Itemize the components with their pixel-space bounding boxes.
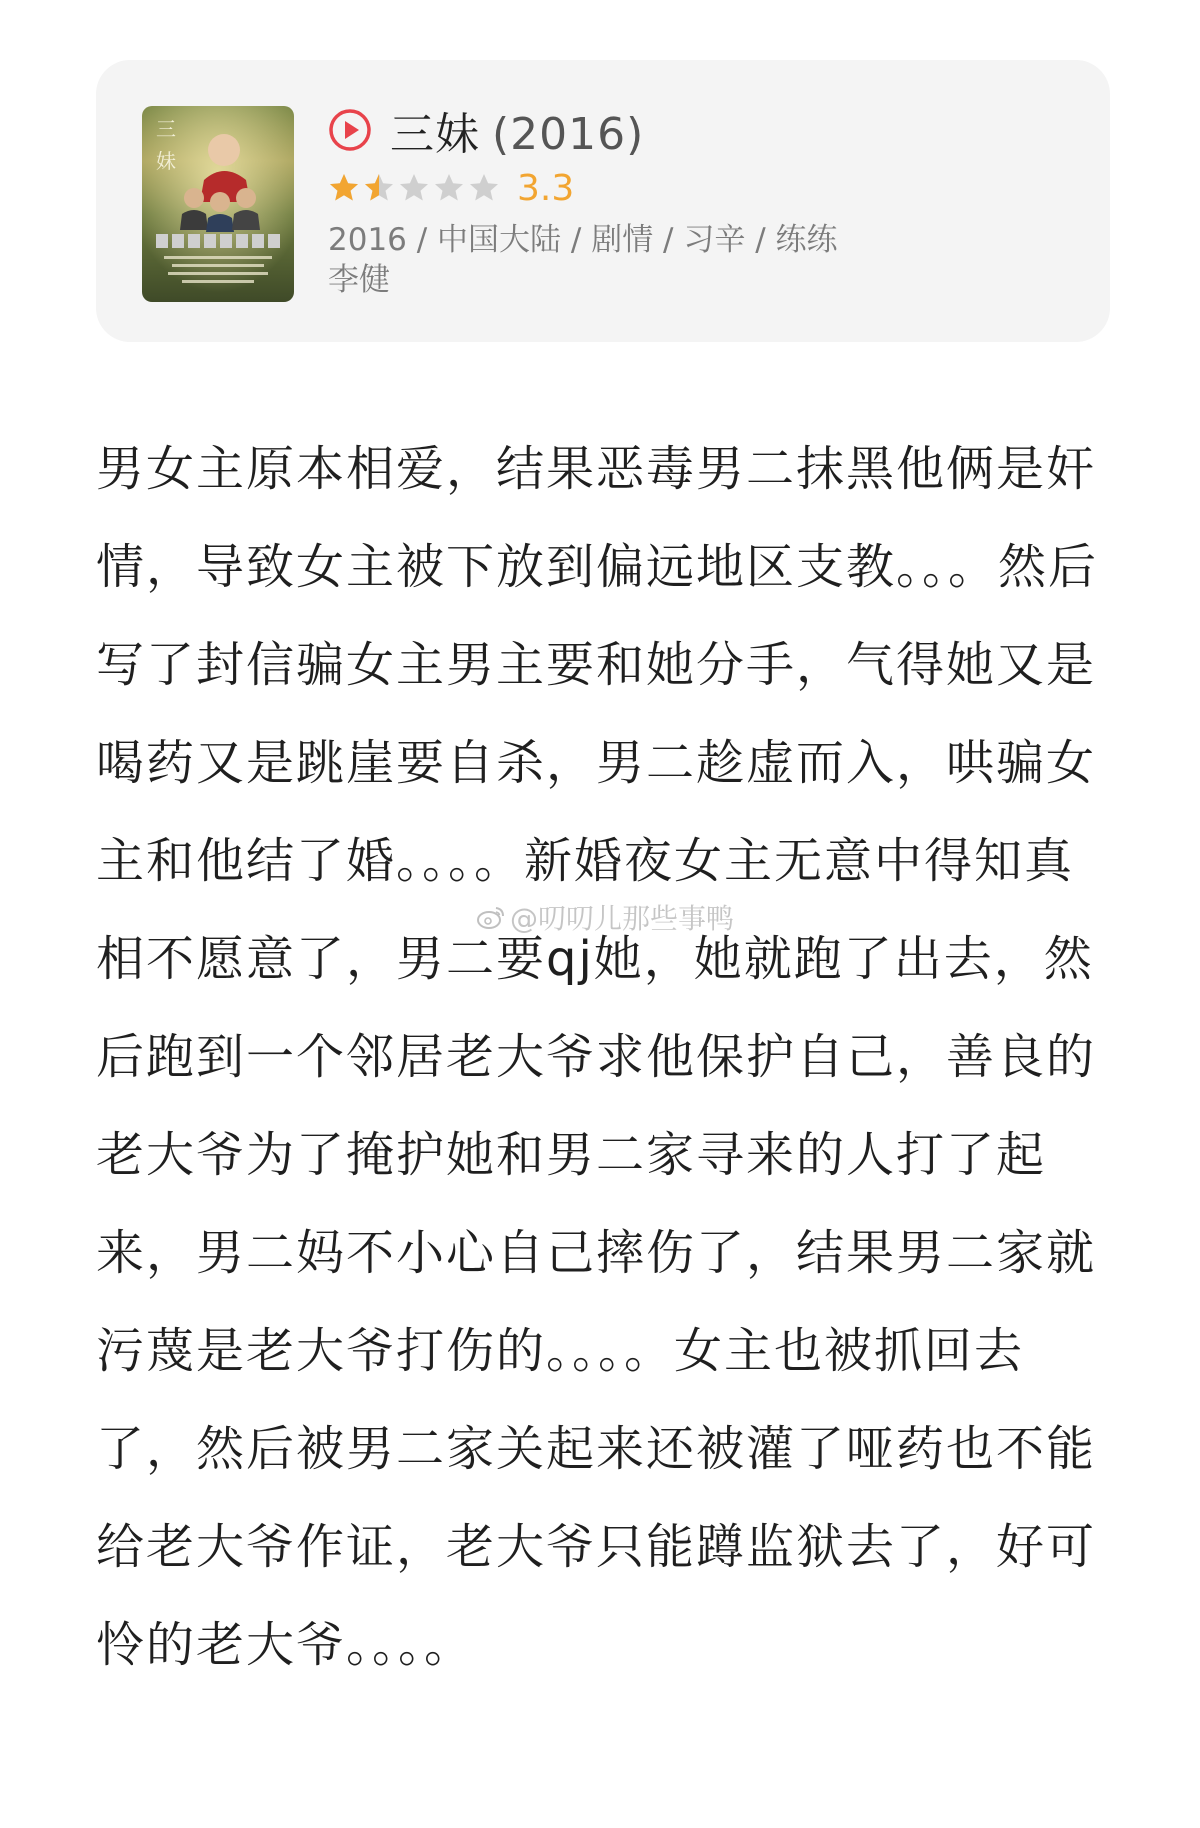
star-icon [328, 172, 360, 204]
weibo-icon [476, 904, 506, 930]
title-row[interactable] [328, 102, 1068, 158]
star-icon [398, 172, 430, 204]
meta-line-2: 李健 [328, 262, 390, 298]
meta-line-1: 2016 / 中国大陆 / 剧情 / 习辛 / 练练 [328, 222, 838, 258]
movie-poster[interactable] [142, 106, 294, 302]
review-text: 男女主原本相爱，结果恶毒男二抹黑他俩是奸情，导致女主被下放到偏远地区支教。。。然后写了封信骗女主男主要和她分手，气得她又是喝药又是跳崖要自杀，男二趁虚而入，哄骗女主和他结了婚。。。。新婚夜女主无意中得知真相不愿意了，男二要qj她，她就跑了出去，然后跑到一个邻居老大爷求他保护自己，善良的老大爷为了掩护她和男二家寻来的人打了起来，男二妈不小心自己摔伤了，结果男二家就污蔑是老大爷打伤的。。。。女主也被抓回去了，然后被男二家关起来还被灌了哑药也不能给老大爷作证，老大爷只能蹲监狱去了，好可怜的老大爷。。。。 [96, 441, 1099, 1673]
movie-card[interactable] [96, 60, 1110, 342]
movie-year: (2016) [492, 109, 645, 160]
poster-title-2: 妹 [156, 149, 176, 173]
play-circle-icon[interactable] [328, 108, 372, 152]
poster-image [142, 106, 294, 302]
star-icon [363, 172, 395, 204]
movie-meta [328, 220, 928, 300]
watermark-text: @叨叨儿那些事鸭 [510, 902, 735, 935]
star-rating [328, 172, 503, 204]
movie-info [328, 102, 1068, 300]
movie-title[interactable]: 三妹 (2016) [390, 109, 645, 160]
star-icon [433, 172, 465, 204]
rating-score: 3.3 [517, 167, 575, 209]
watermark [476, 897, 734, 937]
rating-row [328, 166, 1068, 210]
poster-title-1: 三 [156, 117, 176, 141]
star-icon [468, 172, 500, 204]
